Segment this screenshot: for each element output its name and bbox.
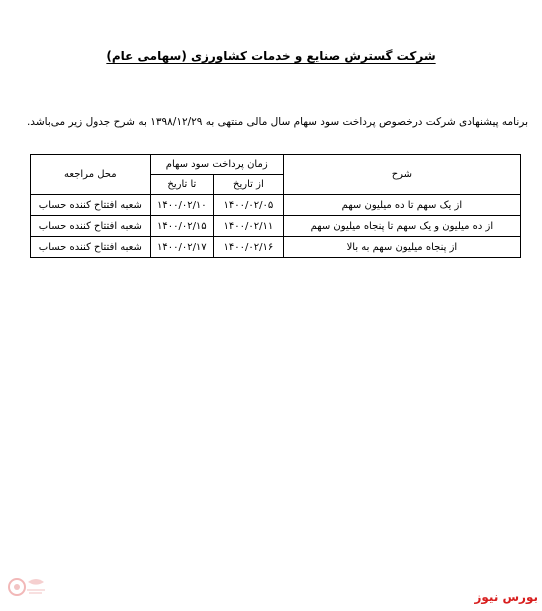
intro-paragraph: برنامه پیشنهادی شرکت درخصوص پرداخت سود سهام سال مالی منتهی به ۱۳۹۸/۱۲/۲۹ به شرح جدول زیر می‌باشد. xyxy=(26,116,528,128)
header-reference: محل مراجعه xyxy=(31,155,151,195)
row-description: از ده میلیون و یک سهم تا پنجاه میلیون سهم xyxy=(283,216,520,237)
header-from-date: از تاریخ xyxy=(214,175,284,195)
row-description: از یک سهم تا ده میلیون سهم xyxy=(283,195,520,216)
dividend-schedule-table xyxy=(30,154,521,258)
brand-logo-text: بورس نیوز xyxy=(474,590,538,604)
row-to-date: ۱۴۰۰/۰۲/۱۷ xyxy=(150,237,213,258)
document-title xyxy=(0,49,542,63)
row-from-date: ۱۴۰۰/۰۲/۰۵ xyxy=(214,195,284,216)
faded-logo-icon xyxy=(8,572,48,598)
header-payment-time: زمان پرداخت سود سهام xyxy=(150,155,283,175)
table-row xyxy=(31,216,521,237)
row-reference: شعبه افتتاح کننده حساب xyxy=(31,216,151,237)
row-reference: شعبه افتتاح کننده حساب xyxy=(31,237,151,258)
header-description: شرح xyxy=(283,155,520,195)
document-title-text: شرکت گسترش صنایع و خدمات کشاورزی (سهامی عام) xyxy=(106,49,436,63)
row-to-date: ۱۴۰۰/۰۲/۱۰ xyxy=(150,195,213,216)
table-header-row xyxy=(31,155,521,175)
row-reference: شعبه افتتاح کننده حساب xyxy=(31,195,151,216)
table-row xyxy=(31,195,521,216)
row-from-date: ۱۴۰۰/۰۲/۱۶ xyxy=(214,237,284,258)
table-row xyxy=(31,237,521,258)
row-to-date: ۱۴۰۰/۰۲/۱۵ xyxy=(150,216,213,237)
row-description: از پنجاه میلیون سهم به بالا xyxy=(283,237,520,258)
header-to-date: تا تاریخ xyxy=(150,175,213,195)
row-from-date: ۱۴۰۰/۰۲/۱۱ xyxy=(214,216,284,237)
